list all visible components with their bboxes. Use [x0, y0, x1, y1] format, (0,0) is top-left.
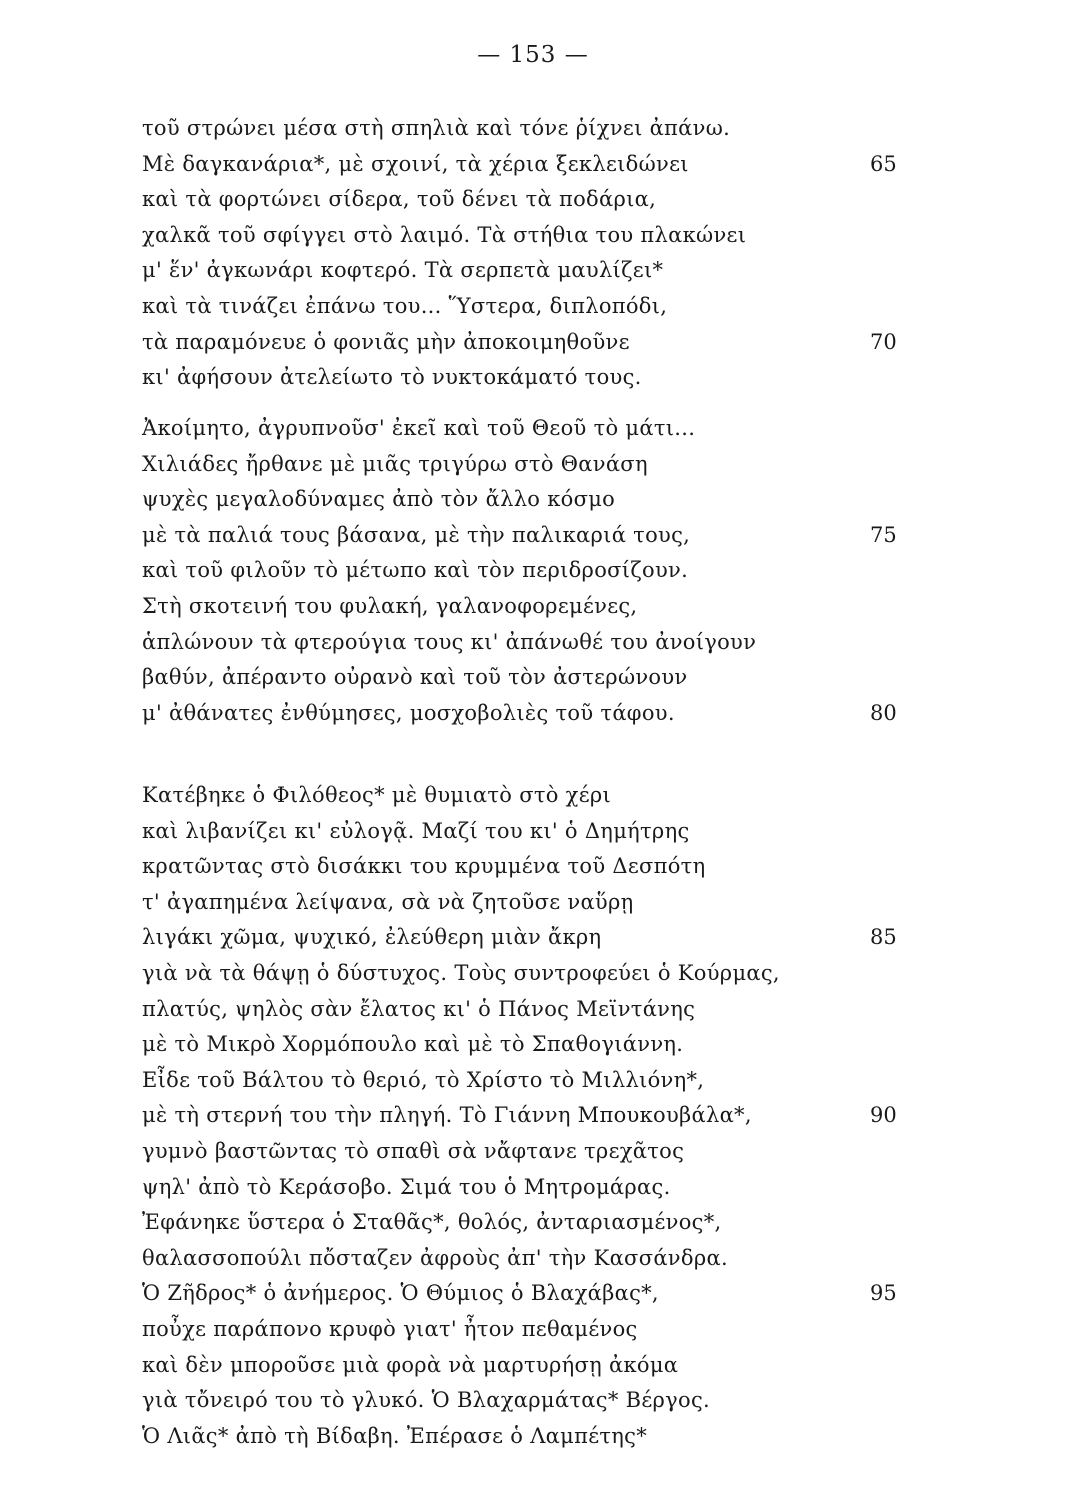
verse-line: τ' ἀγαπημένα λείψανα, σὰ νὰ ζητοῦσε ναὕρῃ — [142, 889, 634, 914]
verse-line: Ὁ Λιᾶς* ἀπὸ τὴ Βίδαβη. Ἐπέρασε ὁ Λαμπέτης* — [142, 1423, 648, 1448]
verse-line: καὶ τὰ φορτώνει σίδερα, τοῦ δένει τὰ ποδάρια, — [142, 187, 657, 212]
verse-line: πλατύς, ψηλὸς σὰν ἔλατος κι' ὁ Πάνος Μεϊντάνης — [142, 996, 696, 1021]
verse-line: Κατέβηκε ὁ Φιλόθεος* μὲ θυμιατὸ στὸ χέρι — [142, 783, 612, 807]
verse-line: καὶ λιβανίζει κι' εὐλογᾷ. Μαζί του κι' ὁ Δημήτρης — [142, 818, 690, 843]
verse-line: Ἐφάνηκε ὕστερα ὁ Σταθᾶς*, θολός, ἀνταριασμένος*, — [142, 1210, 722, 1235]
verse-line: κρατῶντας στὸ δισάκκι του κρυμμένα τοῦ Δεσπότη — [142, 854, 706, 879]
verse-line: μὲ τὴ στερνή του τὴν πληγή. Τὸ Γιάννη Μπουκουβάλα*, — [142, 1103, 752, 1128]
verse-line: Εἶδε τοῦ Βάλτου τὸ θεριό, τὸ Χρίστο τὸ Μιλλιόνη*, — [142, 1067, 705, 1092]
verse-line: θαλασσοπούλι πὄσταζεν ἀφροὺς ἀπ' τὴν Κασσάνδρα. — [142, 1245, 728, 1270]
verse-line: γιὰ νὰ τὰ θάψῃ ὁ δύστυχος. Τοὺς συντροφεύει ὁ Κούρμας, — [142, 961, 780, 985]
verse-line: ψυχὲς μεγαλοδύναμες ἀπὸ τὸν ἄλλο κόσμο — [142, 487, 616, 512]
verse-line: καὶ τοῦ φιλοῦν τὸ μέτωπο καὶ τὸν περιδροσίζουν. — [142, 558, 689, 583]
verse-line: ψηλ' ἀπὸ τὸ Κεράσοβο. Σιμά του ὁ Μητρομάρας. — [142, 1174, 671, 1199]
verse-line: λιγάκι χῶμα, ψυχικό, ἐλεύθερη μιὰν ἄκρη — [142, 925, 602, 950]
verse-line: Χιλιάδες ἤρθανε μὲ μιᾶς τριγύρω στὸ Θανάση — [142, 451, 648, 476]
verse-line-number: 80 — [870, 700, 897, 725]
verse-line-number: 95 — [870, 1281, 897, 1306]
verse-line: τὰ παραμόνευε ὁ φονιᾶς μὴν ἀποκοιμηθοῦνε — [142, 329, 630, 354]
verse-line: Μὲ δαγκανάρια*, μὲ σχοινί, τὰ χέρια ξεκλειδώνει — [142, 151, 689, 176]
verse-line: γιὰ τὄνειρό του τὸ γλυκό. Ὁ Βλαχαρμάτας* Βέργος. — [142, 1388, 710, 1413]
verse-line: τοῦ στρώνει μέσα στὴ σπηλιὰ καὶ τόνε ῥίχνει ἀπάνω. — [142, 116, 731, 140]
verse-line: Στὴ σκοτεινή του φυλακή, γαλανοφορεμένες, — [142, 594, 638, 618]
verse-line-number: 85 — [870, 925, 897, 950]
verse-line: ποὖχε παράπονο κρυφὸ γιατ' ἦτον πεθαμένος — [142, 1317, 638, 1341]
verse-line: μ' ἀθάνατες ἐνθύμησες, μοσχοβολιὲς τοῦ τάφου. — [142, 700, 675, 725]
verse-line: γυμνὸ βαστῶντας τὸ σπαθὶ σὰ νἄφτανε τρεχᾶτος — [142, 1139, 685, 1163]
verse-line-number: 75 — [870, 522, 897, 547]
verse-line: Ὁ Ζῆδρος* ὁ ἀνήμερος. Ὁ Θύμιος ὁ Βλαχάβας*, — [142, 1281, 659, 1306]
verse-line: βαθύν, ἀπέραντο οὐρανὸ καὶ τοῦ τὸν ἀστερώνουν — [142, 665, 688, 690]
verse-line-number: 90 — [870, 1103, 897, 1128]
verse-line: χαλκᾶ τοῦ σφίγγει στὸ λαιμό. Τὰ στήθια του πλακώνει — [142, 222, 747, 247]
verse-line: Ἀκοίμητο, ἀγρυπνοῦσ' ἐκεῖ καὶ τοῦ Θεοῦ τὸ μάτι... — [142, 416, 696, 440]
verse-line-number: 70 — [870, 329, 897, 354]
page-number: — 153 — — [477, 42, 589, 68]
verse-line: μὲ τὰ παλιά τους βάσανα, μὲ τὴν παλικαριά τους, — [142, 522, 691, 547]
verse-line: καὶ δὲν μποροῦσε μιὰ φορὰ νὰ μαρτυρήσῃ ἀκόμα — [142, 1352, 679, 1377]
verse-line: ἁπλώνουν τὰ φτερούγια τους κι' ἀπάνωθέ του ἀνοίγουν — [142, 629, 757, 654]
verse-line: μ' ἕν' ἀγκωνάρι κοφτερό. Τὰ σερπετὰ μαυλίζει* — [142, 258, 664, 283]
verse-line: καὶ τὰ τινάζει ἐπάνω του... Ὕστερα, διπλοπόδι, — [142, 294, 668, 318]
verse-line: κι' ἀφήσουν ἀτελείωτο τὸ νυκτοκάματό τους. — [142, 365, 642, 390]
verse-line-number: 65 — [870, 151, 897, 176]
verse-line: μὲ τὸ Μικρὸ Χορμόπουλο καὶ μὲ τὸ Σπαθογιάννη. — [142, 1032, 684, 1057]
